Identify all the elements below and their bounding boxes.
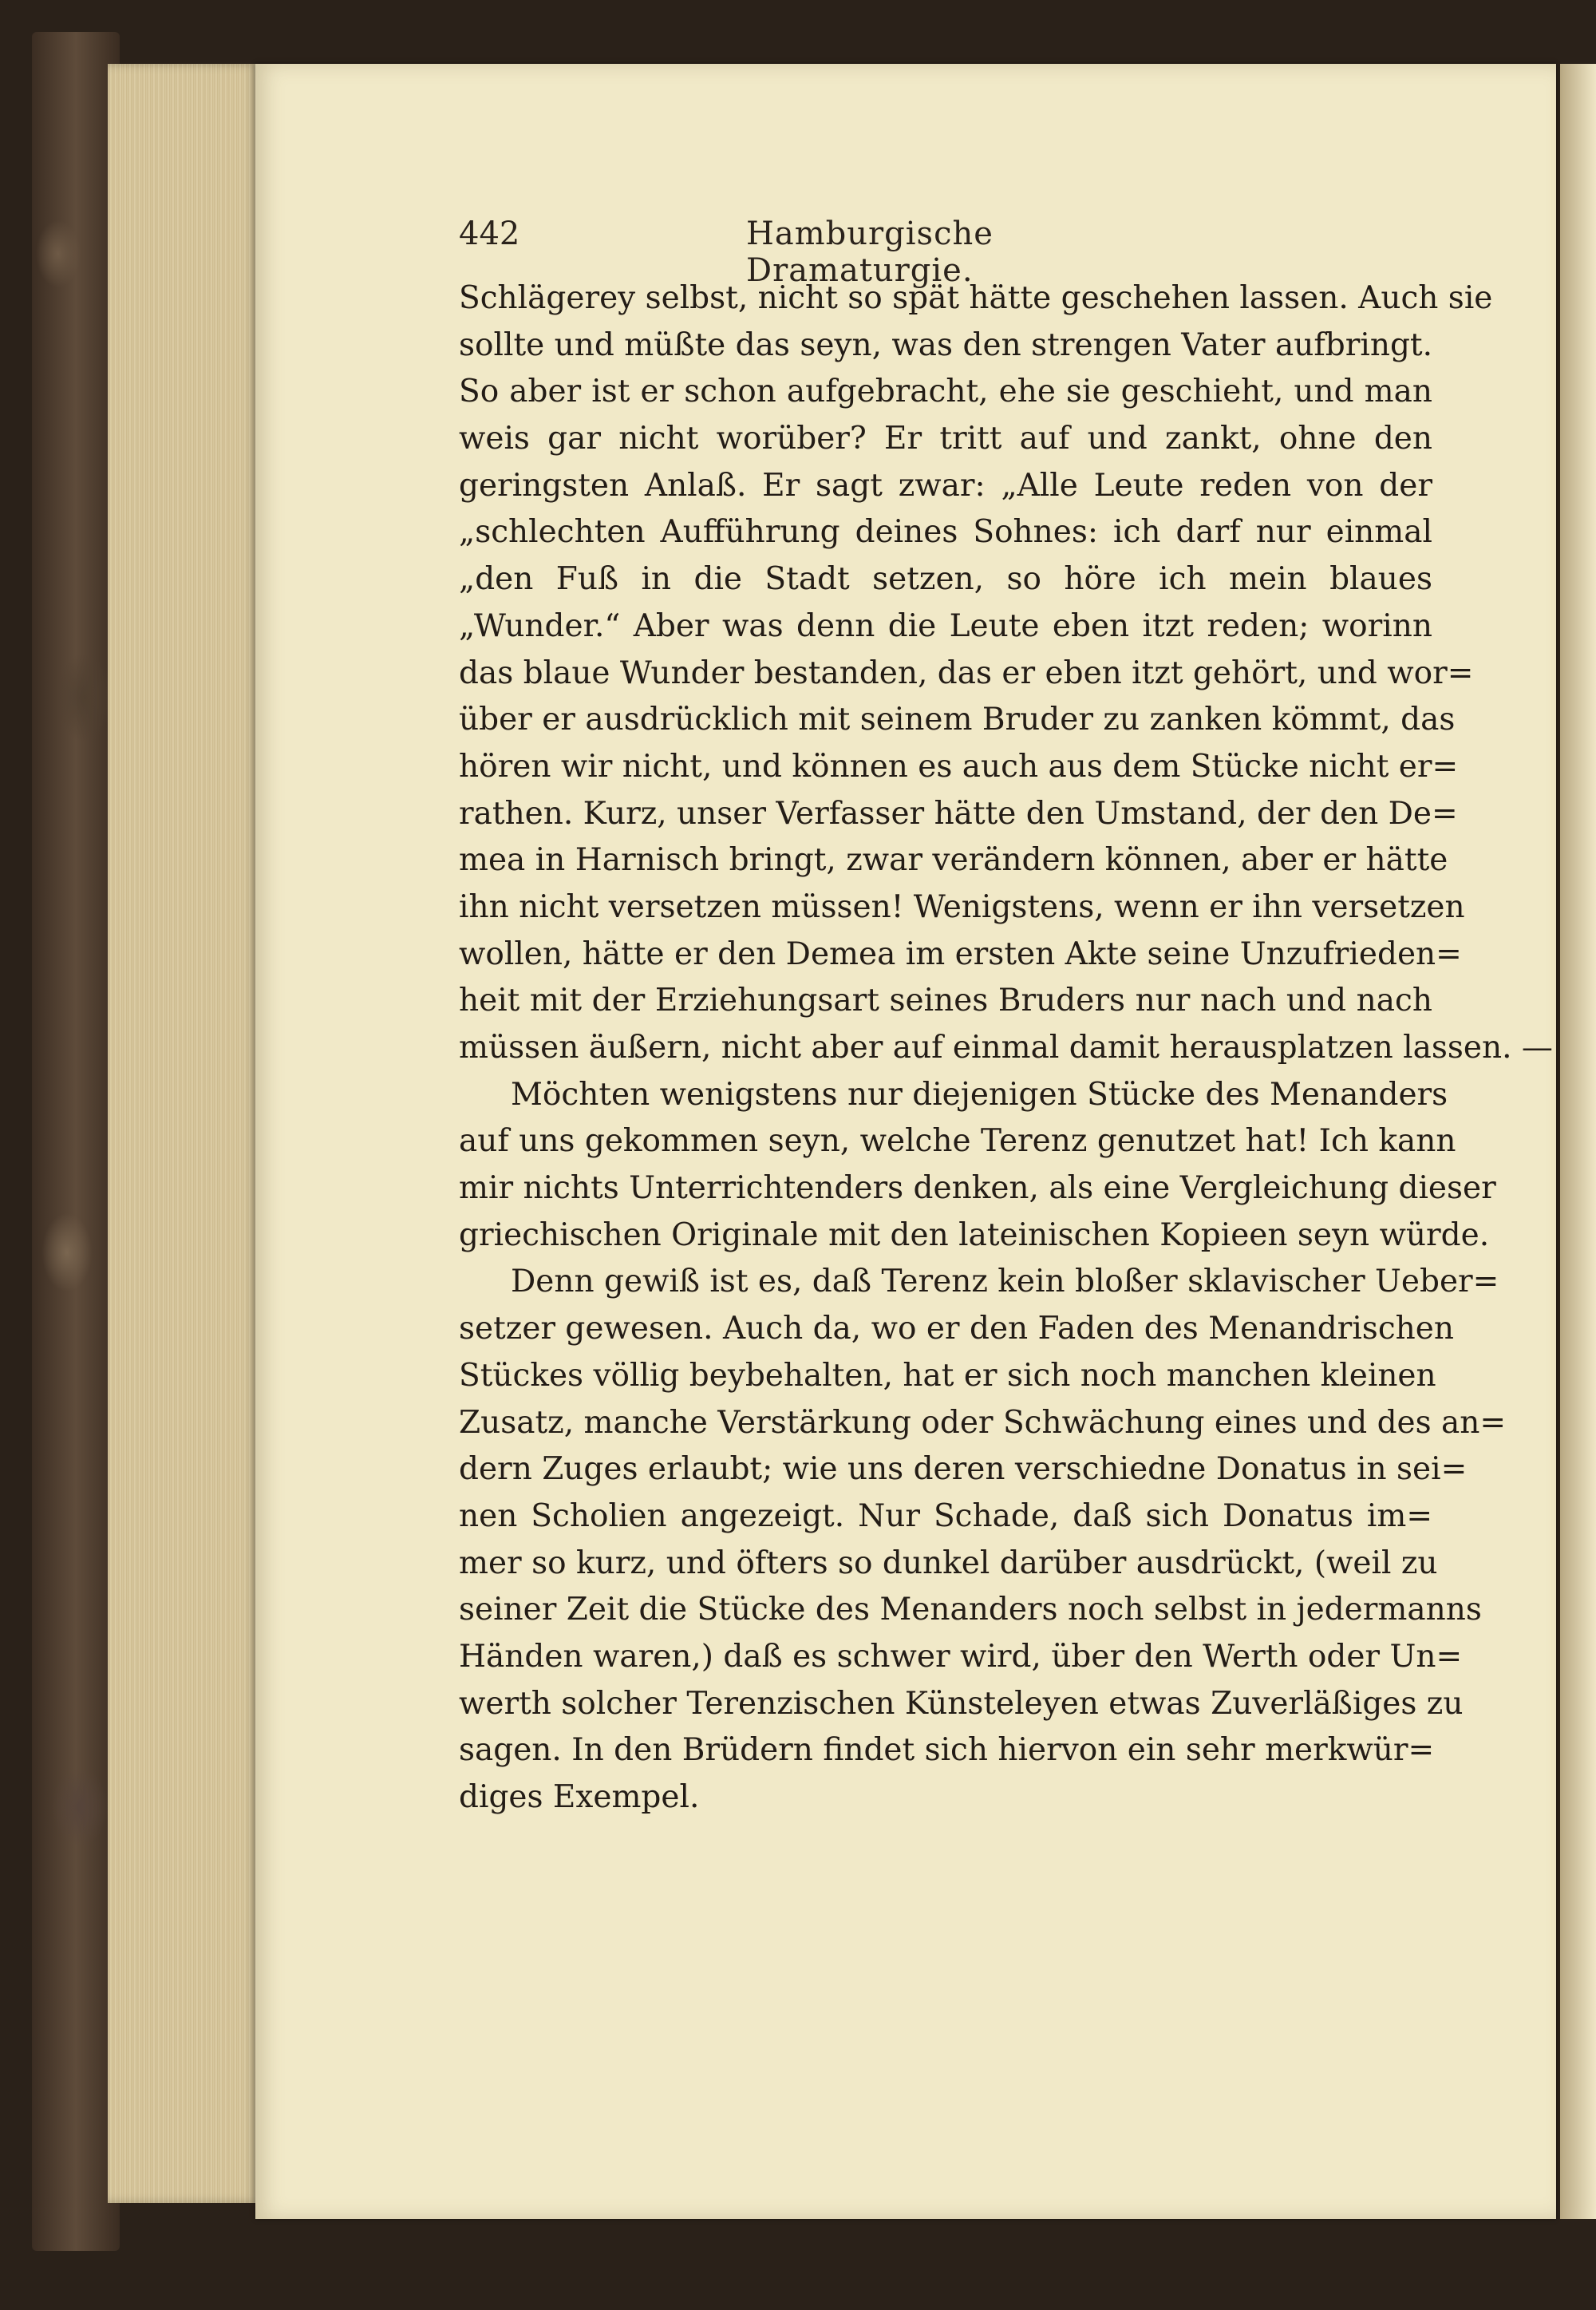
text-line: über er ausdrücklich mit seinem Bruder zu zanken kömmt, das: [459, 702, 1456, 738]
text-line: heit mit der Erziehungsart seines Bruders nur nach und nach: [459, 983, 1432, 1019]
text-line: ihn nicht versetzen müssen! Wenigstens, wenn er ihn versetzen: [459, 888, 1465, 925]
text-line: sollte und müßte das seyn, was den strengen Vater aufbringt.: [459, 326, 1432, 363]
text-line: „schlechten Aufführung deines Sohnes: ich darf nur einmal: [459, 514, 1432, 551]
text-line: geringsten Anlaß. Er sagt zwar: „Alle Leute reden von der: [459, 467, 1432, 504]
text-line: griechischen Originale mit den lateinischen Kopieen seyn würde.: [459, 1216, 1490, 1253]
text-line: mea in Harnisch bringt, zwar verändern können, aber er hätte: [459, 842, 1448, 879]
page-number: 442: [459, 216, 520, 252]
text-line: Stückes völlig beybehalten, hat er sich noch manchen kleinen: [459, 1357, 1436, 1394]
text-line: „den Fuß in die Stadt setzen, so höre ich mein blaues: [459, 561, 1432, 598]
text-line: Denn gewiß ist es, daß Terenz kein bloßer sklavischer Ueber=: [511, 1264, 1499, 1300]
text-line: mer so kurz, und öfters so dunkel darüber ausdrückt, (weil zu: [459, 1545, 1438, 1581]
text-line: seiner Zeit die Stücke des Menanders noch selbst in jedermanns: [459, 1592, 1482, 1628]
text-line: auf uns gekommen seyn, welche Terenz genutzet hat! Ich kann: [459, 1123, 1456, 1160]
text-line: sagen. In den Brüdern findet sich hiervon ein sehr merkwür=: [459, 1732, 1435, 1769]
facing-page-edge: [1560, 64, 1596, 2219]
body-text: [459, 275, 1553, 1821]
running-title: Hamburgische Dramaturgie.: [746, 216, 994, 289]
text-line: dern Zuges erlaubt; wie uns deren verschiedne Donatus in sei=: [459, 1451, 1468, 1488]
text-line: müssen äußern, nicht aber auf einmal damit herausplatzen lassen. —: [459, 1030, 1553, 1066]
text-line: werth solcher Terenzischen Künsteleyen etwas Zuverläßiges zu: [459, 1685, 1464, 1722]
text-line: diges Exempel.: [459, 1779, 700, 1815]
text-line: rathen. Kurz, unser Verfasser hätte den Umstand, der den De=: [459, 795, 1458, 832]
text-line: So aber ist er schon aufgebracht, ehe sie geschieht, und man: [459, 374, 1432, 410]
text-line: mir nichts Unterrichtenders denken, als eine Vergleichung dieser: [459, 1170, 1496, 1207]
text-line: „Wunder.“ Aber was denn die Leute eben itzt reden; worinn: [459, 607, 1432, 644]
text-line: Zusatz, manche Verstärkung oder Schwächung eines und des an=: [459, 1404, 1507, 1441]
text-line: setzer gewesen. Auch da, wo er den Faden des Menandrischen: [459, 1311, 1454, 1347]
page-edges: [108, 64, 259, 2203]
text-line: Möchten wenigstens nur diejenigen Stücke des Menanders: [511, 1076, 1448, 1113]
page-header: [459, 216, 1145, 289]
text-line: das blaue Wunder bestanden, das er eben itzt gehört, und wor=: [459, 655, 1474, 691]
marbled-cover: [32, 32, 120, 2251]
text-line: Schlägerey selbst, nicht so spät hätte geschehen lassen. Auch sie: [459, 280, 1493, 316]
text-line: weis gar nicht worüber? Er tritt auf und zankt, ohne den: [459, 421, 1432, 457]
text-line: wollen, hätte er den Demea im ersten Akte seine Unzufrieden=: [459, 935, 1462, 972]
text-line: Händen waren,) daß es schwer wird, über den Werth oder Un=: [459, 1638, 1463, 1675]
text-line: hören wir nicht, und können es auch aus dem Stücke nicht er=: [459, 748, 1459, 785]
text-line: nen Scholien angezeigt. Nur Schade, daß sich Donatus im=: [459, 1497, 1432, 1534]
